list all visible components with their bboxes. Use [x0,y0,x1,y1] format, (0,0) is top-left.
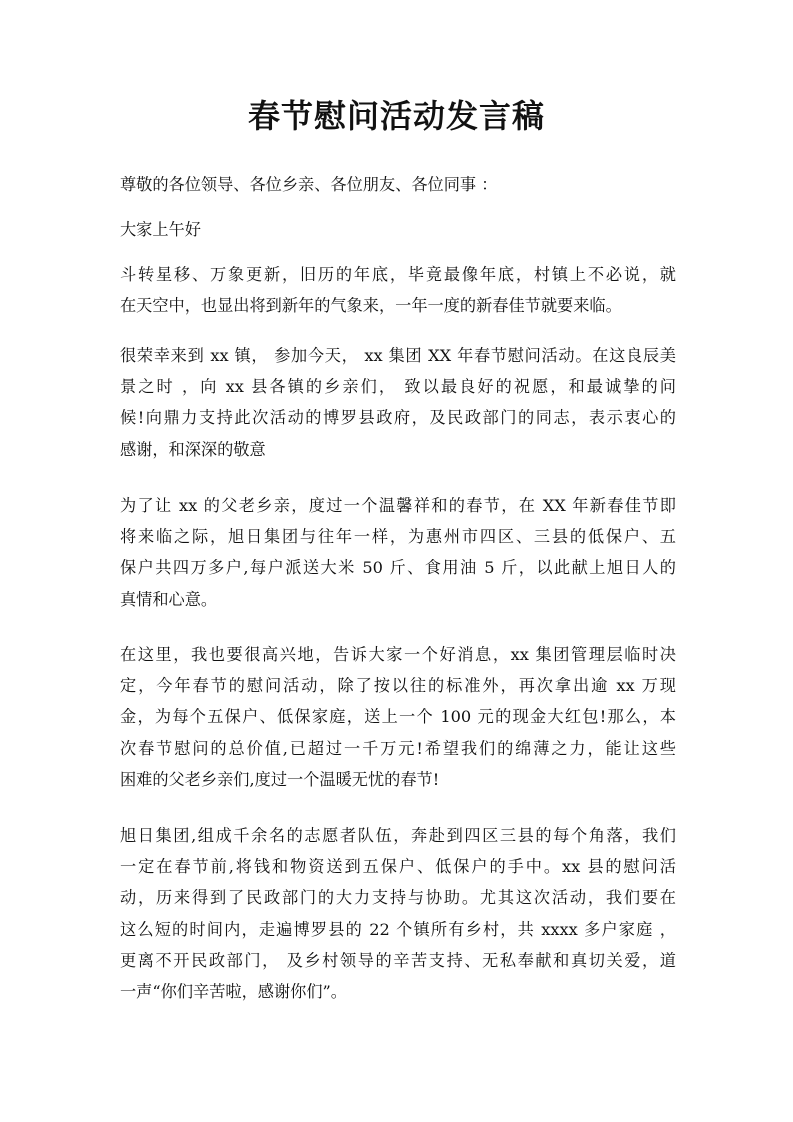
text-line: 动，历来得到了民政部门的大力支持与协助。尤其这次活动，我们要在 [120,888,676,908]
text-line: 将来临之际，旭日集团与往年一样，为惠州市四区、三县的低保户、五 [120,527,676,547]
text-line: 这么短的时间内，走遍博罗县的 22 个镇所有乡村，共 xxxx 多户家庭 ， [120,919,676,939]
text-line: 困难的父老乡亲们,度过一个温暖无忧的春节! [120,769,440,789]
document-title: 春节慰问活动发言稿 [247,97,545,135]
text-line: 保户共四万多户,每户派送大米 50 斤、食用油 5 斤，以此献上旭日人的 [120,558,676,578]
text-line: 在这里，我也要很高兴地，告诉大家一个好消息，xx 集团管理层临时决 [120,645,676,664]
text-line: 一定在春节前,将钱和物资送到五保户、低保户的手中。xx 县的慰问活 [120,857,676,877]
paragraph-greeting [120,214,676,245]
text-line: 更离不开民政部门， 及乡村领导的辛苦支持、无私奉献和真切关爱，道 [120,950,676,970]
paragraph-new-year [120,259,676,321]
text-line: 为了让 xx 的父老乡亲，度过一个温馨祥和的春节，在 XX 年新春佳节即 [120,496,676,515]
text-line: 一声“你们辛苦啦，感谢你们”。 [120,982,347,1002]
text-line: 旭日集团,组成千余名的志愿者队伍，奔赴到四区三县的每个角落，我们 [120,826,676,845]
paragraph-donation [120,490,676,615]
paragraph-good-news [120,639,676,795]
text-line: 候!向鼎力支持此次活动的博罗县政府，及民政部门的同志，表示衷心的 [120,408,676,428]
paragraph-volunteers [120,820,676,1007]
text-line: 真情和心意。 [120,589,218,609]
paragraph-honored [120,340,676,465]
text-line: 很荣幸来到 xx 镇， 参加今天， xx 集团 XX 年春节慰问活动。在这良辰美 [120,346,676,365]
text-line: 感谢，和深深的敬意 [120,439,266,459]
text-line: 景之时 ，向 xx 县各镇的乡亲们， 致以最良好的祝愿，和最诚挚的问 [120,377,676,397]
text-line: 次春节慰问的总价值,已超过一千万元!希望我们的绵薄之力，能让这些 [120,738,676,758]
paragraph-salutation [120,169,676,200]
text-line: 定，今年春节的慰问活动，除了按以往的标准外，再次拿出逾 xx 万现 [120,676,676,696]
text-line: 尊敬的各位领导、各位乡亲、各位朋友、各位同事 ： [120,175,498,194]
text-line: 在天空中，也显出将到新年的气象来，一年一度的新春佳节就要来临。 [120,296,622,316]
text-line: 斗转星移、万象更新，旧历的年底，毕竟最像年底，村镇上不必说，就 [120,265,676,284]
text-line: 大家上午好 [120,220,201,239]
text-line: 金，为每个五保户、低保家庭，送上一个 100 元的现金大红包!那么，本 [120,707,676,727]
